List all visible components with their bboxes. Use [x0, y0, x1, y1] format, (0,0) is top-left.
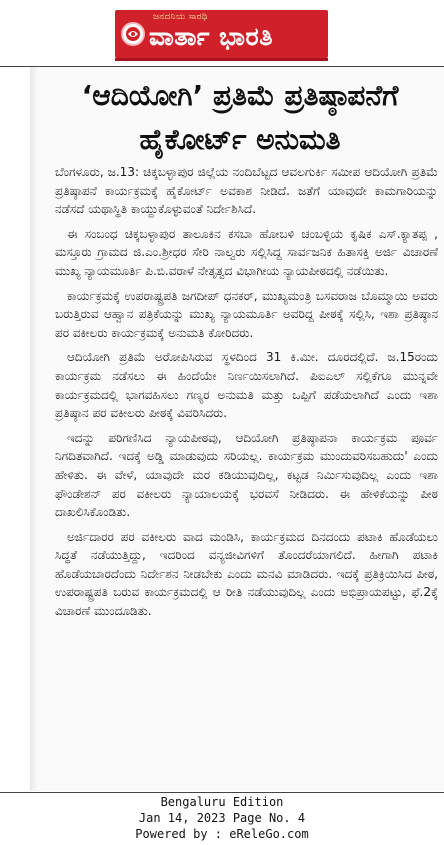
powered-by-link[interactable]: Powered by : eReleGo.com	[135, 827, 309, 841]
paragraph: ಕಾರ್ಯಕ್ರಮಕ್ಕೆ ಉಪರಾಷ್ಟ್ರಪತಿ ಜಗದೀಪ್ ಧನಕರ್, ಮುಖ್ಯಮಂತ್ರಿ ಬಸವರಾಜ ಬೊಮ್ಮಾಯಿ ಅವರು ಬರುತ್ತಿರುವ ಆಹ್ವಾನ ಪತ್ರಿಕೆಯನ್ನು ಮುಖ್ಯ ನ್ಯಾಯಮೂರ್ತಿ ಅವರಿದ್ದ ಪೀಠಕ್ಕೆ ಸಲ್ಲಿಸಿ, ಇಶಾ ಪ್ರತಿಷ್ಠಾನ ಪರ ವಕೀಲರು ಕಾರ್ಯಕ್ರಮಕ್ಕೆ ಅನುಮತಿ ಕೋರಿದರು.	[55, 288, 438, 340]
paragraph: ಈ ಸಂಬಂಧ ಚಿಕ್ಕಬಳ್ಳಾಪುರ ತಾಲೂಕಿನ ಕಸಬಾ ಹೋಬಳಿ ಚಂಬಳ್ಳಿಯ ಕೃಷಿಕ ಎಸ್.ಕ್ಯಾತಪ್ಪ , ಮಸ್ತೂರು ಗ್ರಾಮದ ಜಿ.ಎಂ.ಶ್ರೀಧರ ಸೇರಿ ನಾಲ್ವರು ಸಲ್ಲಿಸಿದ್ದ ಸಾರ್ವಜನಿಕ ಹಿತಾಸಕ್ತಿ ಅರ್ಜಿ ವಿಚಾರಣೆ ಮುಖ್ಯ ನ್ಯಾಯಮೂರ್ತಿ ಪಿ.ಬಿ.ವರಾಳೆ ನೇತೃತ್ವದ ವಿಭಾಗೀಯ ನ್ಯಾಯಪೀಠದಲ್ಲಿ ನಡೆಯಿತು.	[55, 226, 438, 278]
logo-underline	[115, 58, 328, 61]
headline-line-2: ಹೈಕೋರ್ಟ್ ಅನುಮತಿ	[139, 123, 341, 156]
article-headline	[38, 74, 442, 162]
edition-label: Bengaluru Edition	[160, 795, 284, 809]
masthead-tagline: ಜನದನಿಯ ಸಾರಥಿ	[153, 12, 208, 22]
page-footer	[0, 794, 444, 842]
paragraph: ಆದಿಯೋಗಿ ಪ್ರತಿಮೆ ಅರೋಪಿಸಿರುವ ಸ್ಥಳದಿಂದ 31 ಕಿ.ಮೀ. ದೂರದಲ್ಲಿದೆ. ಜ.15ರಂದು ಕಾರ್ಯಕ್ರಮ ನಡೆಸಲು ಈ ಹಿಂದೆಯೇ ನಿರ್ಣಯಿಸಲಾಗಿದೆ. ಪಿಐಎಲ್ ಸಲ್ಲಿಕೆಗೂ ಮುನ್ನವೇ ಕಾರ್ಯಕ್ರಮದಲ್ಲಿ ಭಾಗವಹಿಸಲು ಗಣ್ಯರ ಅನುಮತಿ ಮತ್ತು ಒಪ್ಪಿಗೆ ಪಡೆಯಲಾಗಿದೆ ಎಂದು ಇಶಾ ಪ್ರತಿಷ್ಠಾನ ಪರ ವಕೀಲರು ಪೀಠಕ್ಕೆ ವಿವರಿಸಿದರು.	[55, 350, 438, 421]
newspaper-logo[interactable]	[115, 10, 328, 58]
paragraph: ಬೆಂಗಳೂರು, ಜ.13: ಚಿಕ್ಕಬಳ್ಳಾಪುರ ಜಿಲ್ಲೆಯ ನಂದಿಬೆಟ್ಟದ ಆವಲಗುರ್ಕಿ ಸಮೀಪ ಆದಿಯೋಗಿ ಪ್ರತಿಮೆ ಪ್ರತಿಷ್ಠಾಪನೆ ಕಾರ್ಯಕ್ರಮಕ್ಕೆ ಹೈಕೋರ್ಟ್ ಅವಕಾಶ ನೀಡಿದೆ. ಜತೆಗೆ ಯಾವುದೇ ಕಾಮಗಾರಿಯನ್ನು ನಡೆಸದೆ ಯಥಾಸ್ಥಿತಿ ಕಾಯ್ದುಕೊಳ್ಳುವಂತೆ ನಿರ್ದೇಶಿಸಿದೆ.	[55, 165, 438, 217]
globe-emblem-icon	[121, 22, 145, 46]
article-body	[55, 163, 438, 627]
bottom-divider	[0, 792, 444, 793]
masthead-name: ವಾರ್ತಾ ಭಾರತಿ	[149, 22, 273, 51]
paragraph: ಇದನ್ನು ಪರಿಗಣಿಸಿದ ನ್ಯಾಯಪೀಠವು, ಆದಿಯೋಗಿ ಪ್ರತಿಷ್ಠಾಪನಾ ಕಾರ್ಯಕ್ರಮ ಪೂರ್ವ ನಿಗದಿತವಾಗಿದೆ. ಇದಕ್ಕೆ ಅಡ್ಡಿ ಮಾಡುವುದು ಸರಿಯಲ್ಲ. ಕಾರ್ಯಕ್ರಮ ಮುಂದುವರಿಸಬಹುದು' ಎಂದು ಹೇಳಿತು. ಈ ವೇಳೆ, ಯಾವುದೇ ಮರ ಕಡಿಯುವುದಿಲ್ಲ, ಕಟ್ಟಡ ನಿರ್ಮಿಸುವುದಿಲ್ಲ ಎಂದು ಇಶಾ ಫೌಂಡೇಶನ್ ಪರ ವಕೀಲರು ನ್ಯಾಯಾಲಯಕ್ಕೆ ಭರವಸೆ ನೀಡಿದರು. ಈ ಹೇಳಿಕೆಯನ್ನು ಪೀಠ ದಾಖಲಿಸಿಕೊಂಡಿತು.	[55, 430, 438, 520]
headline-line-1: ‘ಆದಿಯೋಗಿ’ ಪ್ರತಿಮೆ ಪ್ರತಿಷ್ಠಾಪನೆಗೆ	[81, 79, 399, 112]
masthead	[0, 0, 444, 66]
scan-edge	[30, 67, 38, 791]
date-page-label: Jan 14, 2023 Page No. 4	[138, 811, 306, 825]
paragraph: ಅರ್ಜಿದಾರರ ಪರ ವಕೀಲರು ವಾದ ಮಂಡಿಸಿ, ಕಾರ್ಯಕ್ರಮದ ದಿನದಂದು ಪಟಾಕಿ ಹೊಡೆಯಲು ಸಿದ್ಧತೆ ನಡೆಯುತ್ತಿದ್ದು, ಇದರಿಂದ ವನ್ಯಜೀವಿಗಳಿಗೆ ತೊಂದರೆಯಾಗಲಿದೆ. ಹೀಗಾಗಿ ಪಟಾಕಿ ಹೊಡೆಯಬಾರದೆಂದು ನಿರ್ದೇಶನ ನೀಡಬೇಕು ಎಂದು ಮನವಿ ಮಾಡಿದರು. ಇದಕ್ಕೆ ಪ್ರತಿಕ್ರಿಯಿಸಿದ ಪೀಠ, ಉಪರಾಷ್ಟ್ರಪತಿ ಬರುವ ಕಾರ್ಯಕ್ರಮದಲ್ಲಿ ಆ ರೀತಿ ನಡೆಯುವುದಿಲ್ಲ ಎಂದು ಅಭಿಪ್ರಾಯಪಟ್ಟು, ಫೆ.2ಕ್ಕೆ ವಿಚಾರಣೆ ಮುಂದೂಡಿತು.	[55, 529, 438, 619]
